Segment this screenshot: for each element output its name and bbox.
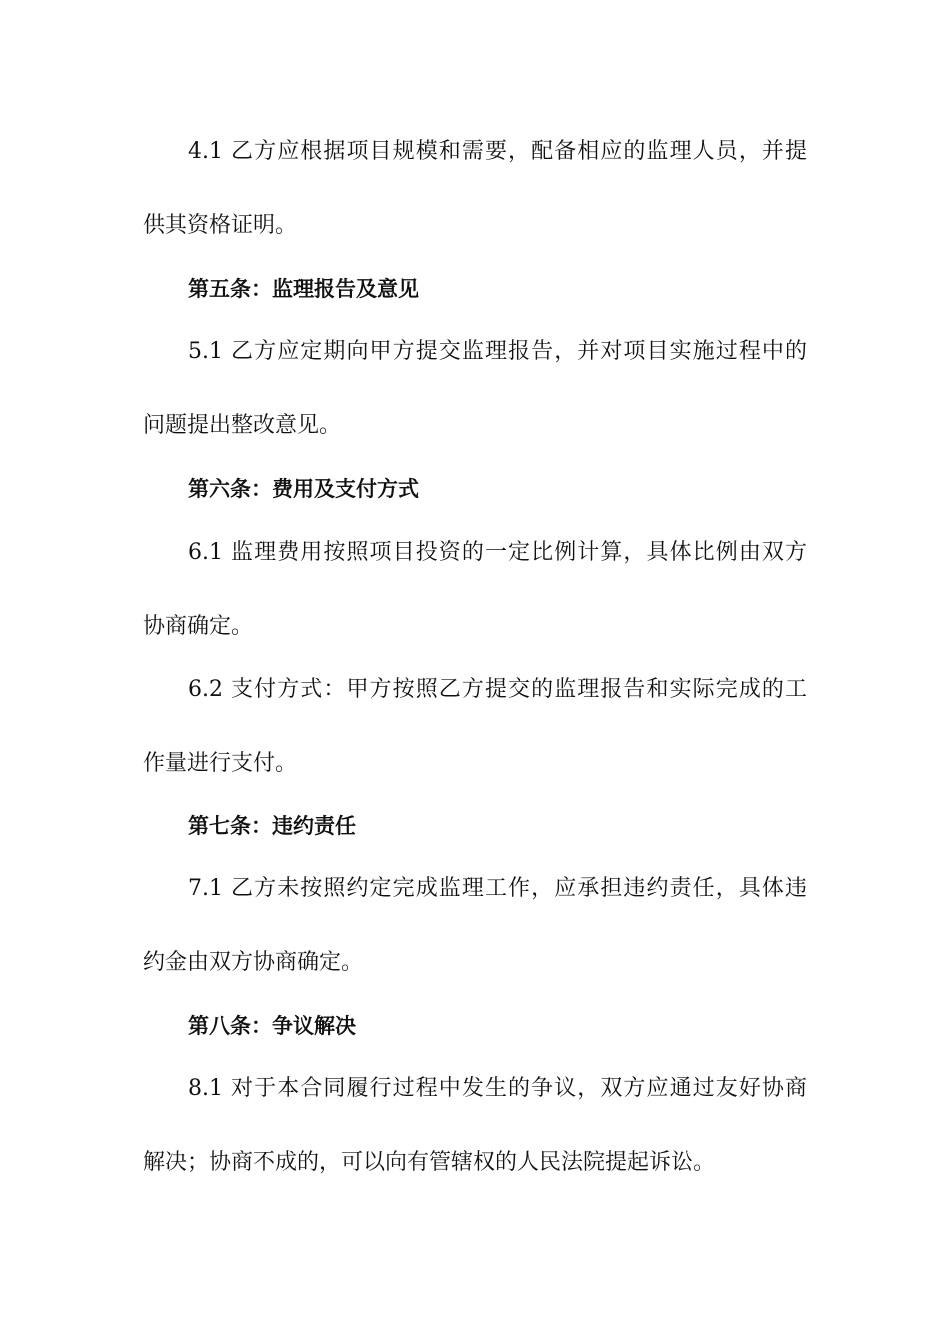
paragraph-7-1-line-1: 7.1 乙方未按照约定完成监理工作，应承担违约责任，具体违 <box>188 876 807 901</box>
paragraph-6-2-line-2: 作量进行支付。 <box>143 751 298 776</box>
paragraph-8-1-line-2: 解决；协商不成的，可以向有管辖权的人民法院提起诉讼。 <box>143 1150 716 1175</box>
paragraph-5-1-line-1: 5.1 乙方应定期向甲方提交监理报告，并对项目实施过程中的 <box>188 339 807 364</box>
article-5-heading: 第五条：监理报告及意见 <box>188 277 419 301</box>
article-7-heading: 第七条：违约责任 <box>188 814 356 838</box>
article-8-heading: 第八条：争议解决 <box>188 1014 356 1038</box>
article-6-heading: 第六条：费用及支付方式 <box>188 477 419 501</box>
paragraph-5-1-line-2: 问题提出整改意见。 <box>143 413 342 438</box>
paragraph-6-1-line-2: 协商确定。 <box>143 614 254 639</box>
paragraph-6-1-line-1: 6.1 监理费用按照项目投资的一定比例计算，具体比例由双方 <box>188 540 807 565</box>
paragraph-6-2-line-1: 6.2 支付方式：甲方按照乙方提交的监理报告和实际完成的工 <box>188 677 807 702</box>
paragraph-4-1-line-2: 供其资格证明。 <box>143 213 298 238</box>
paragraph-4-1-line-1: 4.1 乙方应根据项目规模和需要，配备相应的监理人员，并提 <box>188 139 807 164</box>
paragraph-8-1-line-1: 8.1 对于本合同履行过程中发生的争议，双方应通过友好协商 <box>188 1076 807 1101</box>
paragraph-7-1-line-2: 约金由双方协商确定。 <box>143 950 364 975</box>
